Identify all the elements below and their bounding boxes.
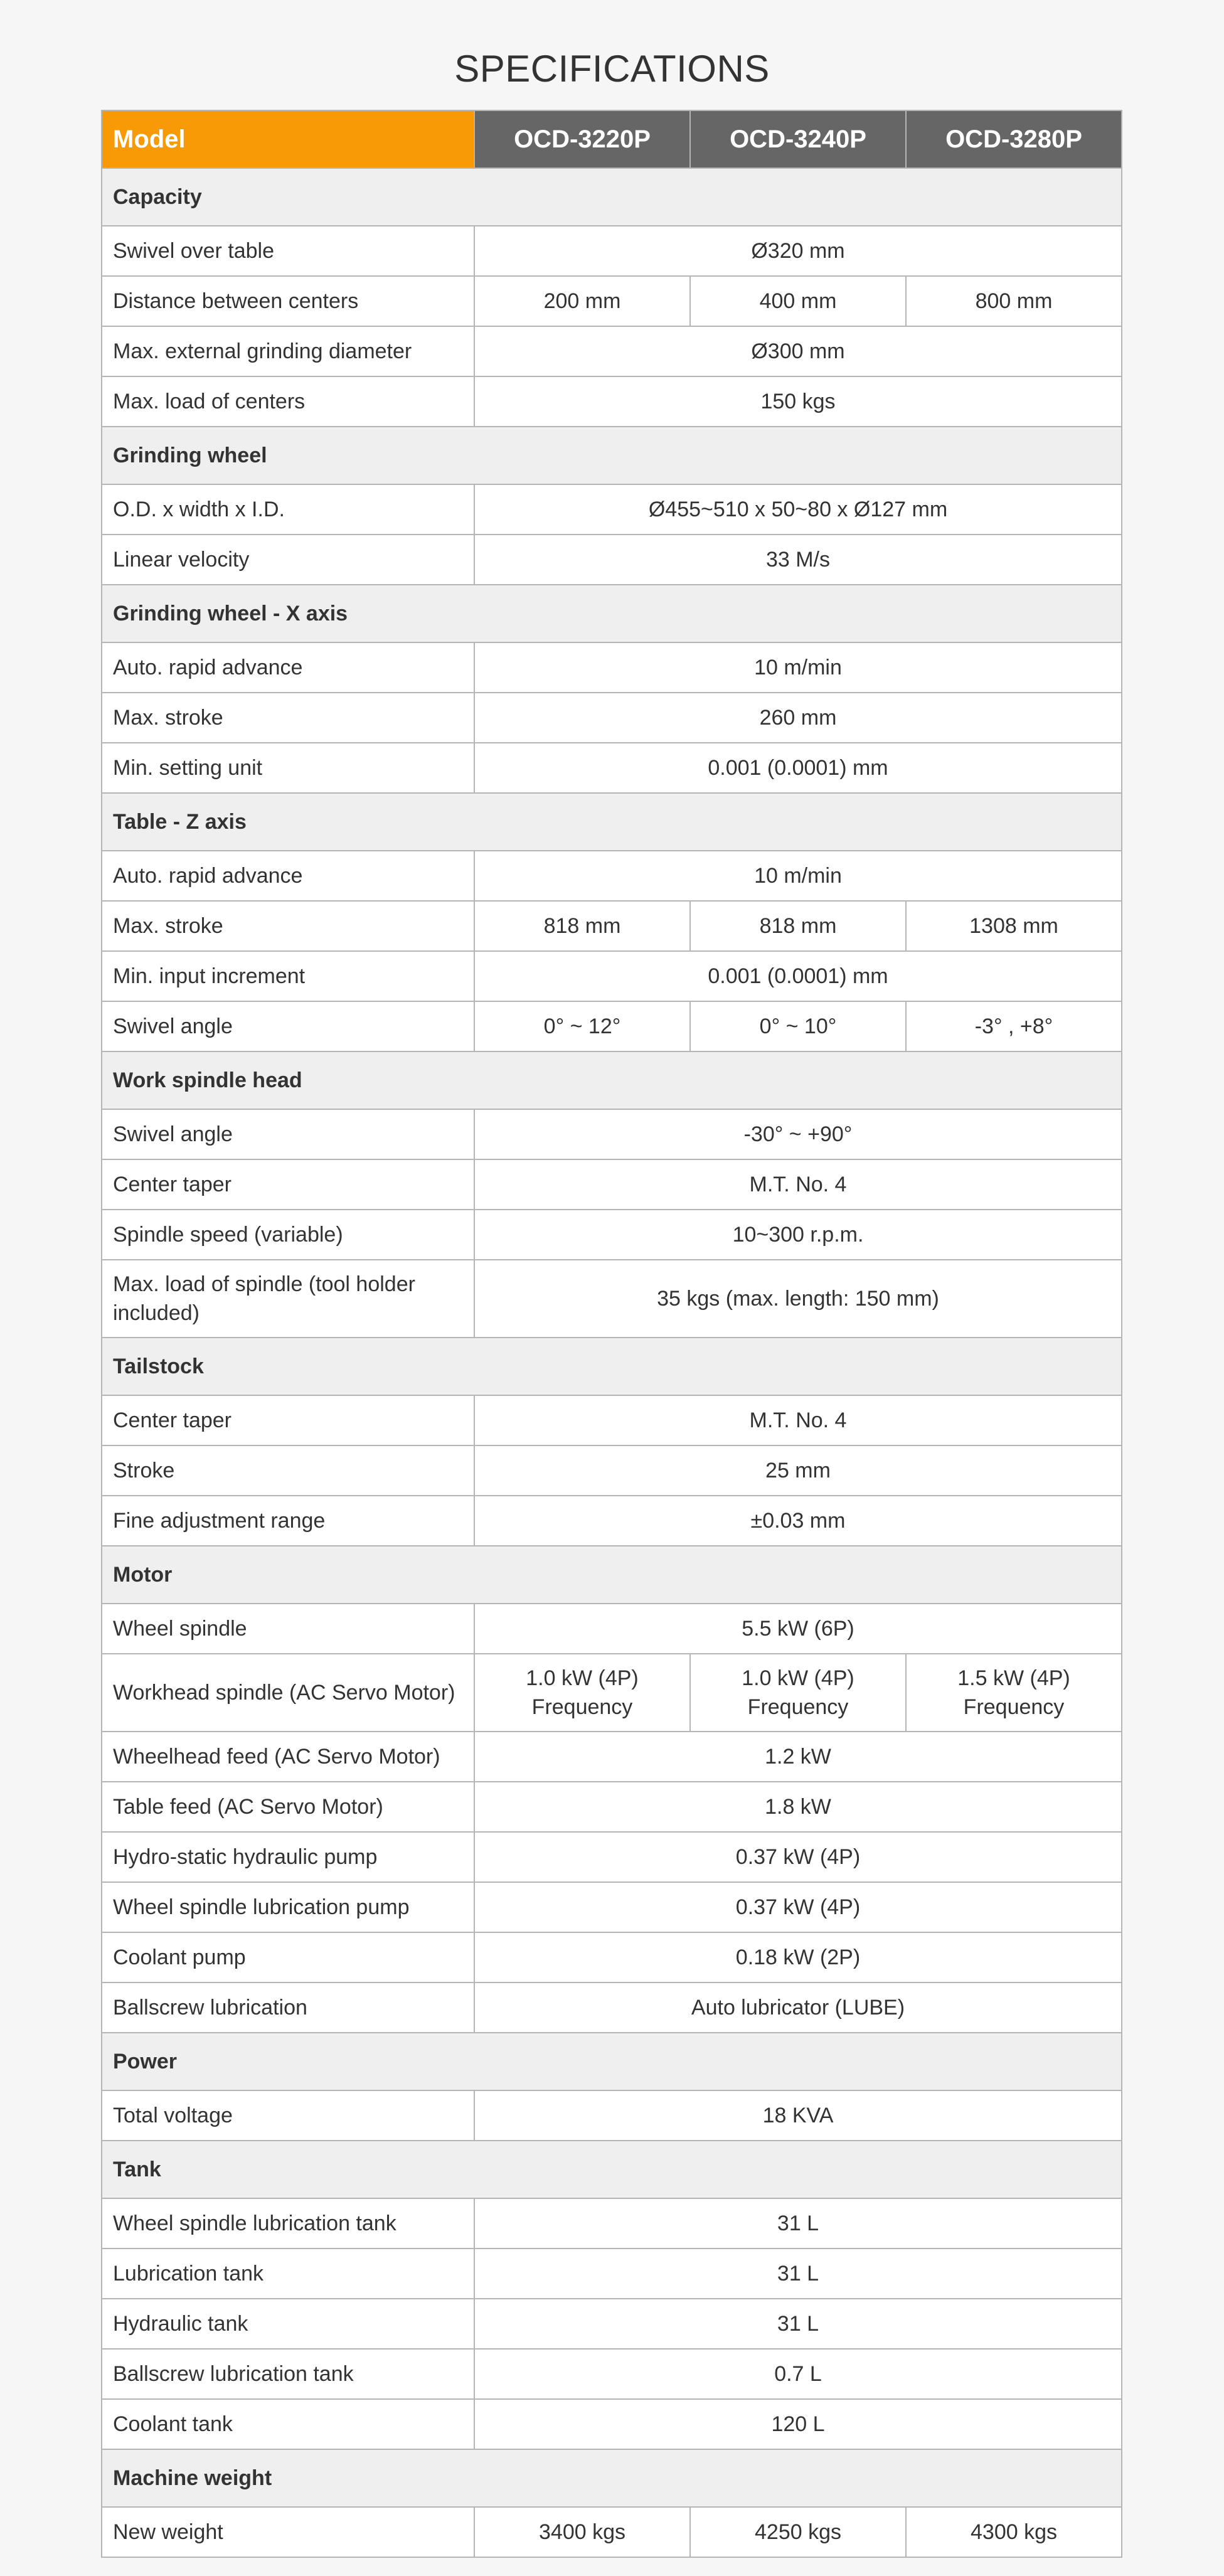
spec-value: [690, 1654, 906, 1732]
spec-row: [102, 1782, 1122, 1832]
spec-value: 0.001 (0.0001) mm: [474, 743, 1122, 793]
spec-value-line: Frequency: [531, 1695, 633, 1719]
spec-row: [102, 326, 1122, 376]
spec-value: -3° , +8°: [906, 1001, 1122, 1051]
spec-label: Wheel spindle lubrication tank: [102, 2198, 474, 2249]
spec-row: [102, 2299, 1122, 2349]
spec-value: 10 m/min: [474, 851, 1122, 901]
spec-row: [102, 1445, 1122, 1496]
spec-label: Lubrication tank: [102, 2249, 474, 2299]
spec-row: [102, 1210, 1122, 1260]
model-column-header: OCD-3280P: [906, 110, 1122, 168]
spec-row: [102, 901, 1122, 951]
spec-label: New weight: [102, 2507, 474, 2557]
spec-row: [102, 1496, 1122, 1546]
spec-row: [102, 1983, 1122, 2033]
spec-row: [102, 2249, 1122, 2299]
spec-value: 31 L: [474, 2249, 1122, 2299]
spec-label: Swivel over table: [102, 226, 474, 276]
spec-label: Workhead spindle (AC Servo Motor): [102, 1654, 474, 1732]
spec-value: 31 L: [474, 2299, 1122, 2349]
section-header-row: [102, 168, 1122, 226]
spec-value: 818 mm: [474, 901, 690, 951]
spec-label: Hydraulic tank: [102, 2299, 474, 2349]
spec-label: Center taper: [102, 1159, 474, 1210]
section-header-row: [102, 2033, 1122, 2090]
model-column-header: OCD-3240P: [690, 110, 906, 168]
model-header-label: Model: [102, 110, 474, 168]
section-header-row: [102, 793, 1122, 851]
spec-value-line: 1.5 kW (4P): [957, 1666, 1070, 1690]
spec-value: Ø455~510 x 50~80 x Ø127 mm: [474, 484, 1122, 535]
spec-value: 0° ~ 12°: [474, 1001, 690, 1051]
spec-row: [102, 1159, 1122, 1210]
spec-row: [102, 1832, 1122, 1882]
spec-row: [102, 1109, 1122, 1159]
spec-value: 33 M/s: [474, 535, 1122, 585]
spec-label: Wheel spindle lubrication pump: [102, 1882, 474, 1932]
spec-label: Swivel angle: [102, 1109, 474, 1159]
spec-value: 25 mm: [474, 1445, 1122, 1496]
model-header-row: [102, 110, 1122, 168]
spec-value: Ø300 mm: [474, 326, 1122, 376]
section-title: Grinding wheel: [102, 427, 1122, 484]
spec-value: 1.8 kW: [474, 1782, 1122, 1832]
spec-label: Max. load of centers: [102, 376, 474, 427]
section-title: Power: [102, 2033, 1122, 2090]
spec-value: 260 mm: [474, 693, 1122, 743]
spec-row: [102, 693, 1122, 743]
section-header-row: [102, 585, 1122, 642]
spec-row: [102, 642, 1122, 693]
section-title: Grinding wheel - X axis: [102, 585, 1122, 642]
spec-row: [102, 1260, 1122, 1338]
spec-label: Max. load of spindle (tool holder included): [102, 1260, 474, 1338]
spec-label: Total voltage: [102, 2090, 474, 2141]
spec-row: [102, 226, 1122, 276]
spec-label: Stroke: [102, 1445, 474, 1496]
spec-value: Auto lubricator (LUBE): [474, 1983, 1122, 2033]
page-title: SPECIFICATIONS: [454, 48, 770, 90]
spec-value: 10 m/min: [474, 642, 1122, 693]
spec-value: 120 L: [474, 2399, 1122, 2449]
spec-value: 1308 mm: [906, 901, 1122, 951]
spec-value: 400 mm: [690, 276, 906, 326]
spec-label: Auto. rapid advance: [102, 851, 474, 901]
spec-value: 4300 kgs: [906, 2507, 1122, 2557]
spec-value: 0° ~ 10°: [690, 1001, 906, 1051]
section-header-row: [102, 1546, 1122, 1604]
spec-value: 0.7 L: [474, 2349, 1122, 2399]
spec-label: Max. external grinding diameter: [102, 326, 474, 376]
spec-value: 200 mm: [474, 276, 690, 326]
spec-value: 0.37 kW (4P): [474, 1882, 1122, 1932]
section-title: Motor: [102, 1546, 1122, 1604]
spec-label: Auto. rapid advance: [102, 642, 474, 693]
specifications-table: [101, 110, 1122, 2558]
spec-row: [102, 2507, 1122, 2557]
spec-label: Fine adjustment range: [102, 1496, 474, 1546]
spec-value-line: Frequency: [747, 1695, 849, 1719]
section-title: Tank: [102, 2141, 1122, 2198]
spec-value: 4250 kgs: [690, 2507, 906, 2557]
spec-value: -30° ~ +90°: [474, 1109, 1122, 1159]
spec-label: Ballscrew lubrication tank: [102, 2349, 474, 2399]
spec-label: Center taper: [102, 1395, 474, 1445]
spec-row: [102, 376, 1122, 427]
specifications-body: [102, 168, 1122, 2557]
spec-value: 3400 kgs: [474, 2507, 690, 2557]
spec-row: [102, 1654, 1122, 1732]
spec-label: Max. stroke: [102, 693, 474, 743]
spec-value: Ø320 mm: [474, 226, 1122, 276]
spec-label: Table feed (AC Servo Motor): [102, 1782, 474, 1832]
spec-label: Linear velocity: [102, 535, 474, 585]
section-header-row: [102, 427, 1122, 484]
spec-row: [102, 2349, 1122, 2399]
spec-value: [906, 1654, 1122, 1732]
spec-row: [102, 743, 1122, 793]
spec-label: Coolant tank: [102, 2399, 474, 2449]
spec-row: [102, 276, 1122, 326]
spec-value: 0.001 (0.0001) mm: [474, 951, 1122, 1001]
spec-row: [102, 1001, 1122, 1051]
spec-label: Max. stroke: [102, 901, 474, 951]
section-title: Capacity: [102, 168, 1122, 226]
spec-row: [102, 535, 1122, 585]
spec-row: [102, 2090, 1122, 2141]
section-title: Work spindle head: [102, 1051, 1122, 1109]
model-column-header: OCD-3220P: [474, 110, 690, 168]
spec-value-line: Frequency: [963, 1695, 1065, 1719]
spec-label: Min. setting unit: [102, 743, 474, 793]
spec-label: Coolant pump: [102, 1932, 474, 1983]
spec-label: Min. input increment: [102, 951, 474, 1001]
spec-label: Spindle speed (variable): [102, 1210, 474, 1260]
spec-value: ±0.03 mm: [474, 1496, 1122, 1546]
spec-row: [102, 2198, 1122, 2249]
spec-row: [102, 2399, 1122, 2449]
spec-label: Wheel spindle: [102, 1604, 474, 1654]
spec-value: 10~300 r.p.m.: [474, 1210, 1122, 1260]
spec-value: M.T. No. 4: [474, 1159, 1122, 1210]
spec-row: [102, 1395, 1122, 1445]
spec-label: O.D. x width x I.D.: [102, 484, 474, 535]
spec-value: 0.18 kW (2P): [474, 1932, 1122, 1983]
spec-row: [102, 1604, 1122, 1654]
spec-value: 35 kgs (max. length: 150 mm): [474, 1260, 1122, 1338]
spec-value: 31 L: [474, 2198, 1122, 2249]
spec-value: 150 kgs: [474, 376, 1122, 427]
spec-row: [102, 1932, 1122, 1983]
spec-value-line: 1.0 kW (4P): [742, 1666, 854, 1690]
section-title: Machine weight: [102, 2449, 1122, 2507]
spec-row: [102, 484, 1122, 535]
spec-value: 0.37 kW (4P): [474, 1832, 1122, 1882]
section-title: Table - Z axis: [102, 793, 1122, 851]
spec-value: 5.5 kW (6P): [474, 1604, 1122, 1654]
spec-row: [102, 1732, 1122, 1782]
spec-value: 1.2 kW: [474, 1732, 1122, 1782]
spec-label: Wheelhead feed (AC Servo Motor): [102, 1732, 474, 1782]
section-header-row: [102, 2141, 1122, 2198]
spec-label: Hydro-static hydraulic pump: [102, 1832, 474, 1882]
spec-row: [102, 851, 1122, 901]
spec-value: 800 mm: [906, 276, 1122, 326]
section-header-row: [102, 1338, 1122, 1395]
spec-value: 18 KVA: [474, 2090, 1122, 2141]
section-header-row: [102, 2449, 1122, 2507]
spec-value: M.T. No. 4: [474, 1395, 1122, 1445]
section-header-row: [102, 1051, 1122, 1109]
spec-value: [474, 1654, 690, 1732]
spec-row: [102, 1882, 1122, 1932]
spec-row: [102, 951, 1122, 1001]
spec-label: Distance between centers: [102, 276, 474, 326]
spec-label: Ballscrew lubrication: [102, 1983, 474, 2033]
spec-label: Swivel angle: [102, 1001, 474, 1051]
spec-value: 818 mm: [690, 901, 906, 951]
section-title: Tailstock: [102, 1338, 1122, 1395]
spec-value-line: 1.0 kW (4P): [526, 1666, 639, 1690]
